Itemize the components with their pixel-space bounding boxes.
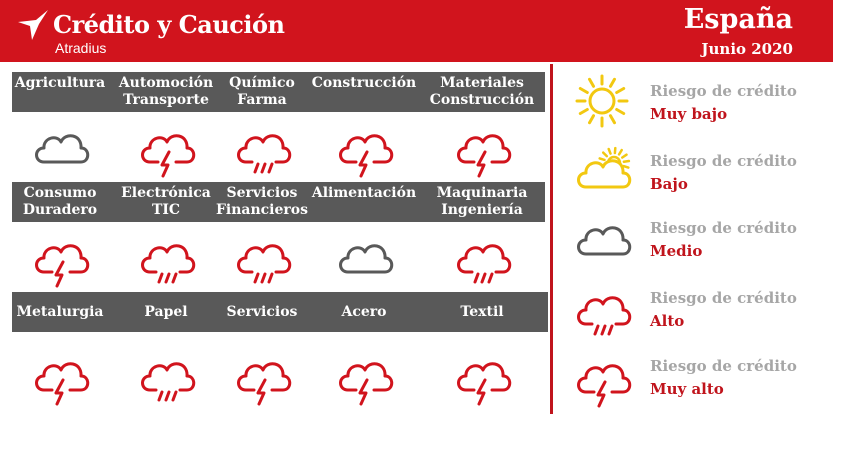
cloud-icon	[570, 210, 634, 270]
sun-icon	[570, 73, 634, 133]
brand-name: Crédito y Caución	[53, 10, 285, 39]
sector-label: Químico Farma	[229, 75, 295, 108]
logo-swoosh-icon	[16, 8, 52, 42]
legend-title: Riesgo de crédito	[650, 357, 797, 375]
rain-icon	[134, 228, 198, 288]
legend-item	[570, 348, 830, 408]
cloud-icon	[332, 228, 396, 288]
country-title: España	[683, 4, 793, 35]
legend-level: Alto	[650, 312, 685, 330]
legend-title: Riesgo de crédito	[650, 152, 797, 170]
sector-header-bar	[12, 182, 545, 222]
report-date: Junio 2020	[701, 40, 793, 58]
brand-subtitle: Atradius	[55, 40, 107, 56]
legend-title: Riesgo de crédito	[650, 219, 797, 237]
legend-item	[570, 73, 830, 133]
legend-item	[570, 280, 830, 340]
legend-level: Medio	[650, 242, 703, 260]
sector-label: Automoción Transporte	[118, 75, 214, 108]
vertical-divider	[550, 64, 553, 414]
rain-icon	[450, 228, 514, 288]
sector-label: Maquinaria Ingeniería	[436, 185, 528, 218]
sector-label: Servicios Financieros	[215, 185, 309, 218]
sector-label: Textil	[460, 304, 504, 320]
sector-label: Papel	[144, 304, 188, 320]
rain-icon	[230, 118, 294, 178]
sector-label: Consumo Duradero	[22, 185, 98, 218]
sector-label: Materiales Construcción	[429, 75, 535, 108]
legend-level: Muy alto	[650, 380, 724, 398]
legend-level: Bajo	[650, 175, 688, 193]
sector-label: Alimentación	[311, 185, 417, 201]
sector-label: Servicios	[226, 304, 298, 320]
cloud-icon	[28, 118, 92, 178]
storm-icon	[28, 228, 92, 288]
storm-icon	[450, 346, 514, 406]
legend-level: Muy bajo	[650, 105, 728, 123]
storm-icon	[450, 118, 514, 178]
storm-icon	[332, 346, 396, 406]
sector-label: Electrónica TIC	[121, 185, 211, 218]
sector-label: Acero	[341, 304, 387, 320]
storm-icon	[230, 346, 294, 406]
rain-icon	[230, 228, 294, 288]
sun-cloud-icon	[570, 143, 634, 203]
storm-icon	[28, 346, 92, 406]
legend-title: Riesgo de crédito	[650, 289, 797, 307]
sector-header-bar	[12, 72, 545, 112]
rain-icon	[570, 280, 634, 340]
legend-item	[570, 210, 830, 270]
storm-icon	[134, 118, 198, 178]
sector-header-bar	[12, 292, 548, 332]
rain-icon	[134, 346, 198, 406]
sector-label: Construcción	[311, 75, 417, 91]
sector-label: Metalurgia	[16, 304, 104, 320]
sector-label: Agricultura	[14, 75, 106, 91]
storm-icon	[570, 348, 634, 408]
header-banner	[0, 0, 833, 62]
legend-title: Riesgo de crédito	[650, 82, 797, 100]
legend-item	[570, 143, 830, 203]
storm-icon	[332, 118, 396, 178]
